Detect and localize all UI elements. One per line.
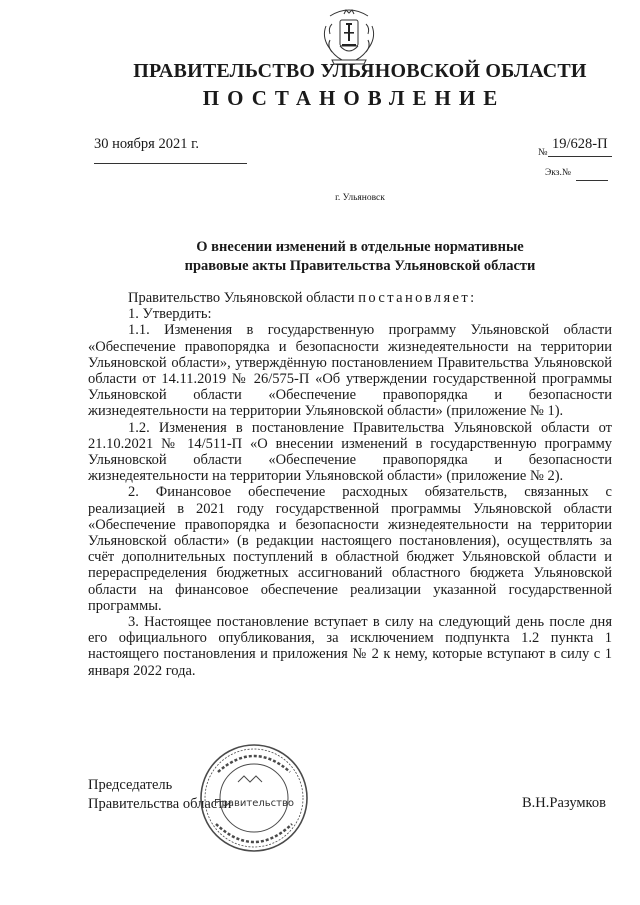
subject-line-1: О внесении изменений в отдельные нормативные	[196, 239, 524, 255]
signer-name: В.Н.Разумков	[522, 795, 606, 811]
document-subject	[150, 238, 570, 276]
document-type-title: ПОСТАНОВЛЕНИЕ	[202, 86, 506, 110]
intro-verb: постановляет:	[358, 290, 477, 306]
coat-of-arms-emblem	[318, 6, 380, 68]
paragraph-3: 3. Настоящее постановление вступает в силу на следующий день после дня его официального опубликования, за исключением подпункта 1.2 пункта 1 настоящего постановления и приложения № 2 к нему, которые вступают в силу с 1 января 2022 года.	[88, 614, 612, 679]
subject-line-2: правовые акты Правительства Ульяновской области	[184, 258, 536, 274]
copy-number-underline	[576, 180, 608, 181]
signer-position-line-2: Правительства области	[88, 796, 232, 812]
document-body	[88, 290, 612, 679]
document-number: 19/628-П	[552, 136, 608, 152]
signer-position-line-1: Председатель	[88, 777, 173, 793]
date-underline	[94, 163, 247, 164]
intro-paragraph	[88, 290, 612, 306]
document-date: 30 ноября 2021 г.	[94, 136, 200, 152]
intro-prefix: Правительство Ульяновской области	[128, 290, 359, 306]
number-label: №	[538, 147, 548, 158]
official-seal	[198, 742, 310, 854]
paragraph-2: 2. Финансовое обеспечение расходных обязательств, связанных с реализацией в 2021 году государственной программы Ульяновской области «Обеспечение правопорядка и безопасности жизнедеятельности на территории Ульяновской области» (в редакции настоящего постановления), осуществлять за счёт дополнительных поступлений в областной бюджет Ульяновской области и перераспределения бюджетных ассигнований областного бюджета Ульяновской области на финансовое обеспечение реализации указанной государственной программы.	[88, 484, 612, 614]
paragraph-1-1: 1.1. Изменения в государственную программу Ульяновской области «Обеспечение правопорядка и безопасности жизнедеятельности на территории Ульяновской области», утверждённую постановлением Правительства Ульяновской области от 14.11.2019 № 26/575-П «Об утверждении государственной программы Ульяновской области «Обеспечение правопорядка и безопасности жизнедеятельности на территории Ульяновской области» (приложение № 1).	[88, 322, 612, 420]
paragraph-1: 1. Утвердить:	[128, 306, 212, 323]
copy-number-label: Экз.№	[545, 168, 571, 178]
paragraph-1-2: 1.2. Изменения в постановление Правительства Ульяновской области от 21.10.2021 № 14/511-П «О внесении изменений в государственную программу Ульяновской области «Обеспечение правопорядка и безопасности жизнедеятельности на территории Ульяновской области» (приложение № 2).	[88, 419, 612, 485]
number-underline	[548, 156, 612, 157]
city: г. Ульяновск	[335, 193, 385, 203]
organization-title: ПРАВИТЕЛЬСТВО УЛЬЯНОВСКОЙ ОБЛАСТИ	[133, 60, 587, 82]
seal-text: Правительство	[214, 798, 294, 809]
